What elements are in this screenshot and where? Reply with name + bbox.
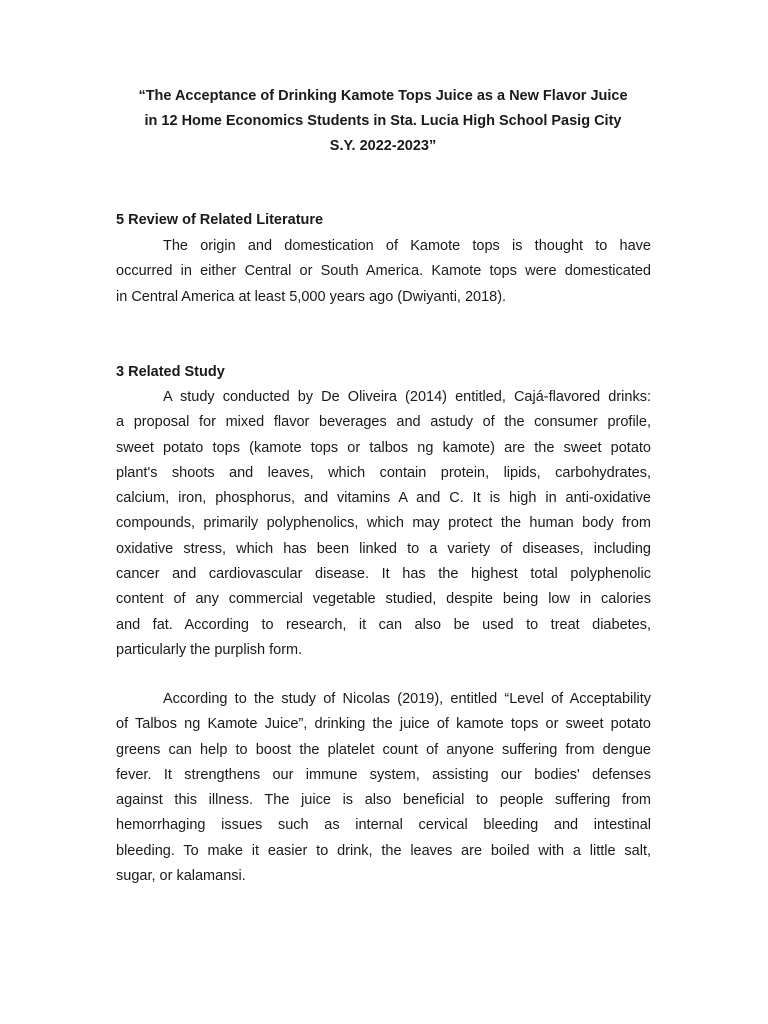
paragraph-line: plant's shoots and leaves, which contain protein, lipids, carbohydrates, bbox=[116, 464, 651, 481]
paragraph-review bbox=[116, 234, 651, 310]
paragraph-line: A study conducted by De Oliveira (2014) entitled, Cajá-flavored drinks: bbox=[163, 389, 651, 405]
paragraph-line: content of any commercial vegetable studied, despite being low in calories bbox=[116, 591, 651, 608]
section-heading-related-study: 3 Related Study bbox=[116, 364, 225, 380]
paragraph-line: cancer and cardiovascular disease. It has the highest total polyphenolic bbox=[116, 566, 651, 583]
paragraph-line: and fat. According to research, it can also be used to treat diabetes, bbox=[116, 616, 651, 633]
paragraph-line: calcium, iron, phosphorus, and vitamins A and C. It is high in anti-oxidative bbox=[116, 490, 651, 507]
paragraph-line: According to the study of Nicolas (2019), entitled “Level of Acceptability bbox=[163, 691, 651, 707]
title-line-3: S.Y. 2022-2023” bbox=[329, 138, 437, 154]
section-heading-review: 5 Review of Related Literature bbox=[116, 212, 324, 228]
paragraph-line: compounds, primarily polyphenolics, which may protect the human body from bbox=[116, 515, 651, 532]
paragraph-nicolas bbox=[116, 687, 651, 889]
document-title bbox=[100, 84, 666, 159]
paragraph-line: fever. It strengthens our immune system, assisting our bodies' defenses bbox=[116, 766, 651, 783]
paragraph-line: oxidative stress, which has been linked to a variety of diseases, including bbox=[116, 540, 651, 557]
paragraph-line: particularly the purplish form. bbox=[116, 641, 303, 658]
paragraph-line: sweet potato tops (kamote tops or talbos ng kamote) are the sweet potato bbox=[116, 439, 651, 456]
paragraph-de-oliveira bbox=[116, 385, 651, 663]
paragraph-line: greens can help to boost the platelet count of anyone suffering from dengue bbox=[116, 741, 651, 758]
title-line-1: “The Acceptance of Drinking Kamote Tops Juice as a New Flavor Juice bbox=[138, 88, 628, 104]
paragraph-line: against this illness. The juice is also beneficial to people suffering from bbox=[116, 792, 651, 809]
paragraph-line: in Central America at least 5,000 years ago (Dwiyanti, 2018). bbox=[116, 288, 507, 305]
paragraph-line: of Talbos ng Kamote Juice”, drinking the juice of kamote tops or sweet potato bbox=[116, 716, 651, 733]
paragraph-line: The origin and domestication of Kamote tops is thought to have bbox=[163, 238, 651, 254]
paragraph-line: sugar, or kalamansi. bbox=[116, 868, 246, 885]
paragraph-line: hemorrhaging issues such as internal cervical bleeding and intestinal bbox=[116, 817, 651, 834]
title-line-2: in 12 Home Economics Students in Sta. Lucia High School Pasig City bbox=[144, 113, 622, 129]
paragraph-line: occurred in either Central or South America. Kamote tops were domesticated bbox=[116, 263, 651, 280]
paragraph-line: bleeding. To make it easier to drink, the leaves are boiled with a little salt, bbox=[116, 842, 651, 859]
paragraph-line: a proposal for mixed flavor beverages and astudy of the consumer profile, bbox=[116, 414, 651, 431]
